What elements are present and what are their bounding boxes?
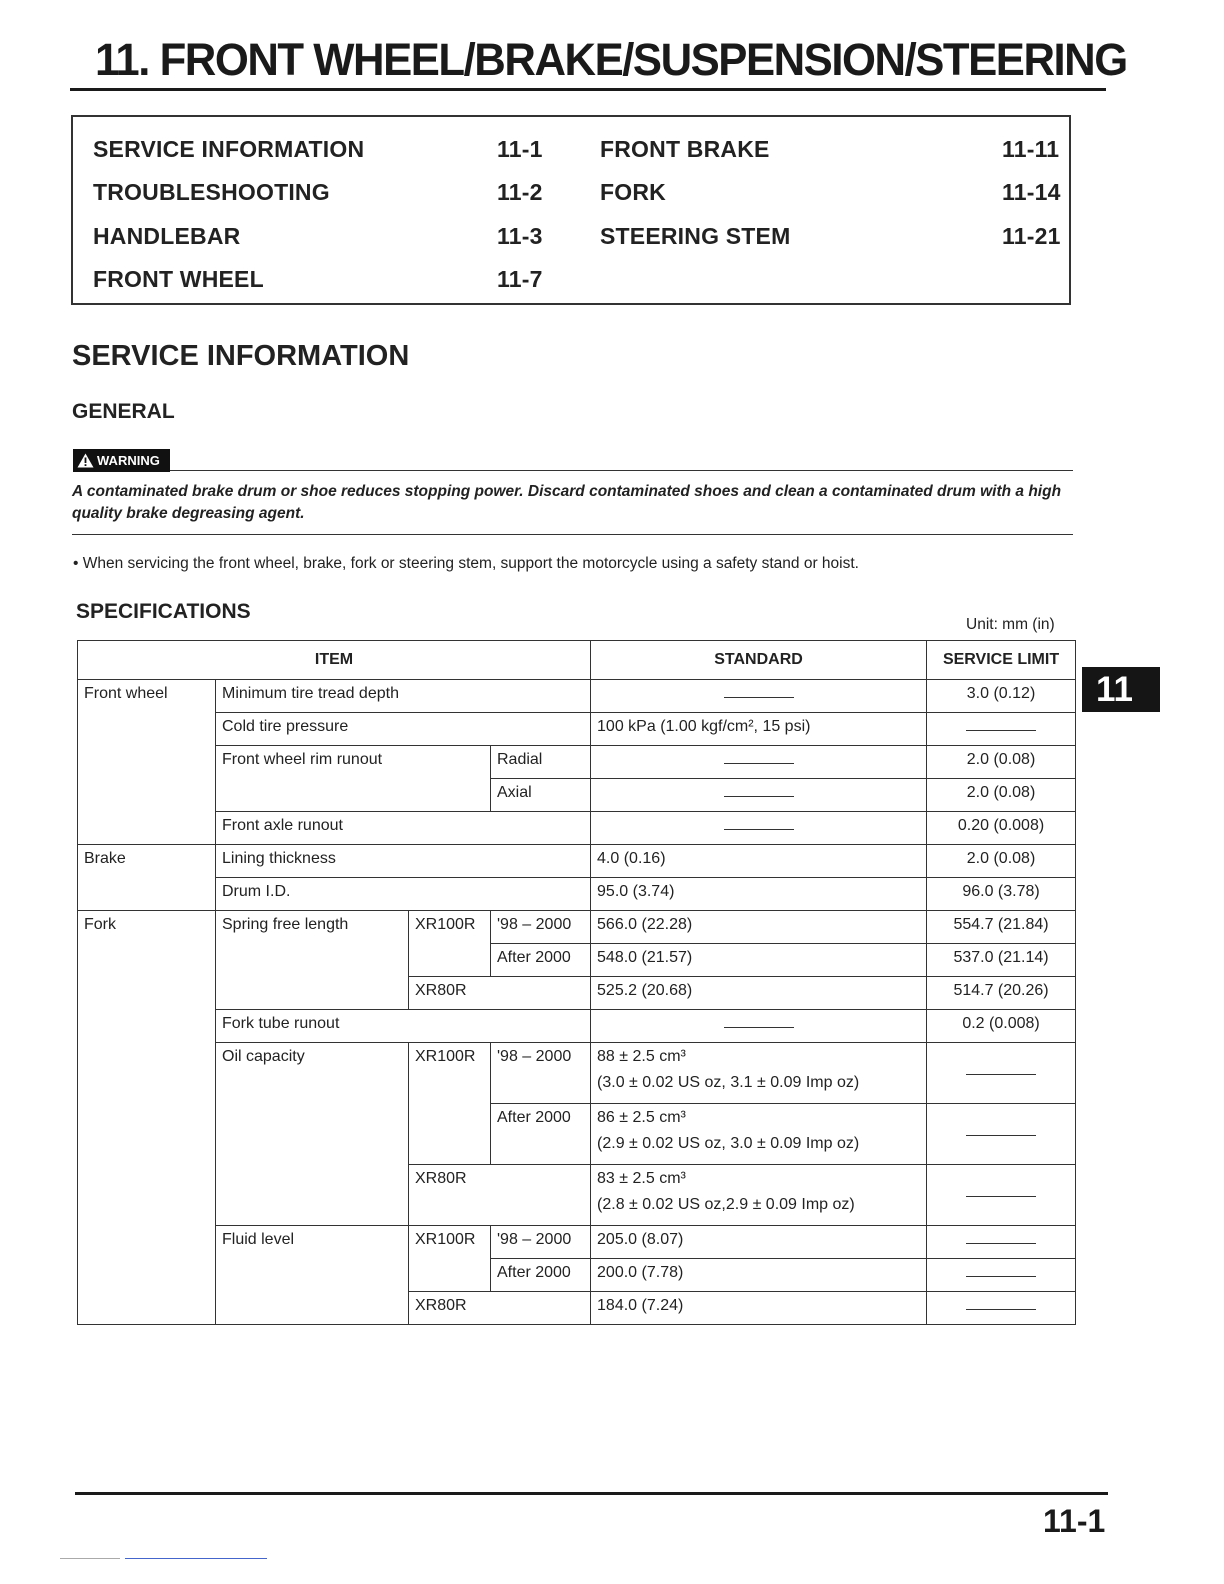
year-label: '98 – 2000 [491, 1226, 591, 1259]
toc-page-troubleshooting[interactable]: 11-2 [497, 179, 543, 205]
limit-value: 3.0 (0.12) [927, 680, 1076, 713]
standard-empty [591, 680, 927, 713]
standard-empty [591, 1010, 927, 1043]
standard-value: 200.0 (7.78) [591, 1259, 927, 1292]
table-row [78, 845, 1076, 878]
limit-value: 0.2 (0.008) [927, 1010, 1076, 1043]
header-standard: STANDARD [591, 641, 927, 680]
toc-label-troubleshooting[interactable]: TROUBLESHOOTING [93, 179, 330, 205]
limit-value: 537.0 (21.14) [927, 944, 1076, 977]
oil-volume-oz: (3.0 ± 0.02 US oz, 3.1 ± 0.09 Imp oz) [597, 1074, 860, 1091]
limit-value: 2.0 (0.08) [927, 779, 1076, 812]
oil-volume-oz: (2.9 ± 0.02 US oz, 3.0 ± 0.09 Imp oz) [597, 1135, 860, 1152]
item-label: Fluid level [216, 1226, 409, 1325]
standard-value: 205.0 (8.07) [591, 1226, 927, 1259]
table-row [78, 878, 1076, 911]
standard-value-multiline [591, 1043, 927, 1104]
toc-page-steering-stem[interactable]: 11-21 [1002, 223, 1061, 249]
sub-label: Axial [491, 779, 591, 812]
table-of-contents [71, 115, 1071, 305]
bullet-note: • When servicing the front wheel, brake, fork or steering stem, support the motorcycle using a safety stand or hoist. [73, 555, 859, 572]
model-label: XR80R [409, 1292, 591, 1325]
item-label: Lining thickness [216, 845, 591, 878]
table-row [78, 1226, 1076, 1259]
chapter-tab: 11 [1082, 667, 1160, 712]
toc-page-front-wheel[interactable]: 11-7 [497, 266, 543, 292]
section-heading: SERVICE INFORMATION [72, 340, 410, 372]
standard-empty [591, 779, 927, 812]
limit-empty [927, 1165, 1076, 1226]
model-label: XR80R [409, 1165, 591, 1226]
sub-label: Radial [491, 746, 591, 779]
limit-empty [927, 1226, 1076, 1259]
year-label: '98 – 2000 [491, 911, 591, 944]
limit-value: 554.7 (21.84) [927, 911, 1076, 944]
item-label: Drum I.D. [216, 878, 591, 911]
item-label: Minimum tire tread depth [216, 680, 591, 713]
item-label: Front wheel rim runout [216, 746, 491, 812]
limit-empty [927, 1259, 1076, 1292]
warning-top-rule [170, 470, 1073, 471]
limit-value: 514.7 (20.26) [927, 977, 1076, 1010]
standard-empty [591, 746, 927, 779]
item-label: Fork tube runout [216, 1010, 591, 1043]
toc-label-handlebar[interactable]: HANDLEBAR [93, 223, 241, 249]
bottom-link-underline [125, 1558, 267, 1559]
toc-page-handlebar[interactable]: 11-3 [497, 223, 543, 249]
page-number: 11-1 [1043, 1503, 1106, 1539]
table-row [78, 1043, 1076, 1104]
model-label: XR100R [409, 1043, 491, 1165]
model-label: XR80R [409, 977, 591, 1010]
model-label: XR100R [409, 1226, 491, 1292]
standard-value-multiline [591, 1165, 927, 1226]
toc-page-front-brake[interactable]: 11-11 [1002, 136, 1060, 162]
standard-value: 548.0 (21.57) [591, 944, 927, 977]
general-heading: GENERAL [72, 400, 175, 423]
category-fork: Fork [78, 911, 216, 1325]
warning-badge [73, 449, 170, 472]
warning-bottom-rule [72, 534, 1073, 535]
standard-value: 100 kPa (1.00 kgf/cm², 15 psi) [591, 713, 927, 746]
table-row [78, 812, 1076, 845]
specifications-heading: SPECIFICATIONS [76, 600, 251, 623]
limit-value: 0.20 (0.008) [927, 812, 1076, 845]
page-title: 11. FRONT WHEEL/BRAKE/SUSPENSION/STEERING [95, 34, 1127, 85]
table-row [78, 680, 1076, 713]
standard-value: 566.0 (22.28) [591, 911, 927, 944]
table-row [78, 746, 1076, 779]
year-label: After 2000 [491, 1259, 591, 1292]
table-row [78, 1010, 1076, 1043]
limit-empty [927, 1104, 1076, 1165]
standard-value: 95.0 (3.74) [591, 878, 927, 911]
category-front-wheel: Front wheel [78, 680, 216, 845]
item-label: Oil capacity [216, 1043, 409, 1226]
standard-value: 184.0 (7.24) [591, 1292, 927, 1325]
limit-empty [927, 1043, 1076, 1104]
toc-label-fork[interactable]: FORK [600, 179, 666, 205]
standard-empty [591, 812, 927, 845]
toc-label-front-brake[interactable]: FRONT BRAKE [600, 136, 770, 162]
toc-page-service-information[interactable]: 11-1 [497, 136, 543, 162]
specifications-table [77, 640, 1076, 1325]
model-label: XR100R [409, 911, 491, 977]
unit-label: Unit: mm (in) [966, 616, 1055, 633]
warning-text: A contaminated brake drum or shoe reduces stopping power. Discard contaminated shoes and clean a contaminated drum with a high quality brake degreasing agent. [72, 483, 1062, 522]
oil-volume-oz: (2.8 ± 0.02 US oz,2.9 ± 0.09 Imp oz) [597, 1196, 855, 1213]
toc-label-steering-stem[interactable]: STEERING STEM [600, 223, 791, 249]
oil-volume: 88 ± 2.5 cm³ [597, 1048, 686, 1065]
footer-rule [75, 1492, 1108, 1495]
limit-value: 2.0 (0.08) [927, 746, 1076, 779]
toc-label-front-wheel[interactable]: FRONT WHEEL [93, 266, 264, 292]
year-label: After 2000 [491, 944, 591, 977]
toc-page-fork[interactable]: 11-14 [1002, 179, 1061, 205]
oil-volume: 83 ± 2.5 cm³ [597, 1170, 686, 1187]
category-brake: Brake [78, 845, 216, 911]
item-label: Front axle runout [216, 812, 591, 845]
warning-badge-label: WARNING [97, 453, 160, 468]
header-item: ITEM [78, 641, 591, 680]
header-service-limit: SERVICE LIMIT [927, 641, 1076, 680]
item-label: Cold tire pressure [216, 713, 591, 746]
standard-value-multiline [591, 1104, 927, 1165]
table-row [78, 713, 1076, 746]
bottom-divider [60, 1558, 120, 1559]
warning-triangle-icon [77, 453, 94, 468]
limit-value: 2.0 (0.08) [927, 845, 1076, 878]
oil-volume: 86 ± 2.5 cm³ [597, 1109, 686, 1126]
standard-value: 525.2 (20.68) [591, 977, 927, 1010]
year-label: '98 – 2000 [491, 1043, 591, 1104]
limit-empty [927, 713, 1076, 746]
standard-value: 4.0 (0.16) [591, 845, 927, 878]
table-header-row [78, 641, 1076, 680]
table-row [78, 911, 1076, 944]
title-underline [70, 88, 1106, 91]
limit-value: 96.0 (3.78) [927, 878, 1076, 911]
item-label: Spring free length [216, 911, 409, 1010]
limit-empty [927, 1292, 1076, 1325]
toc-label-service-information[interactable]: SERVICE INFORMATION [93, 136, 365, 162]
year-label: After 2000 [491, 1104, 591, 1165]
